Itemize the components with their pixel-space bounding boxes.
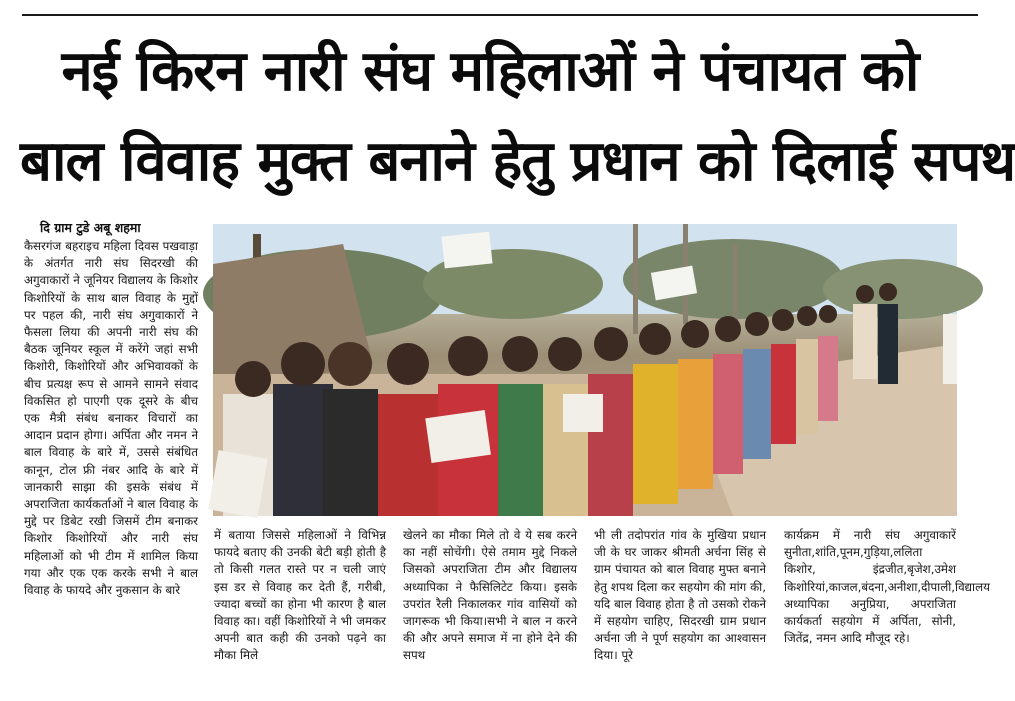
article-text: में बताया जिससे महिलाओं ने विभिन्न फायदे बताए की उनकी बेटी बड़ी होती है तो किसी गलत रास्ते पर न चली जाएं इस डर से विवाह कर देती हैं, गरीबी, ज्यादा बच्चों का होना भी कारण है बाल विवाह का। वहीं किशोरियों ने भी जमकर अपनी बात कही की उनको पढ़ने का मौका मिले <box>214 528 386 663</box>
top-rule <box>22 14 978 16</box>
headline-line-1: नई किरन नारी संघ महिलाओं ने पंचायत को <box>61 39 919 104</box>
article-text: कार्यक्रम में नारी संघ अगुवाकारें सुनीता,शांति,पूनम,गुड़िया,ललिता किशोर, इंद्रजीत,बृजेश,उमेश किशोरियां,काजल,बंदना,अनीशा,दीपाली,विद्यालय अध्यापिका अनुप्रिया, अपराजिता कार्यकर्ता सहयोग में अर्पिता, सोनी, जितेंद्र, नमन आदि मौजूद रहे। <box>784 528 990 646</box>
article-column-1 <box>24 238 198 690</box>
article-column-3 <box>403 527 577 692</box>
article-text: कैसरगंज बहराइच महिला दिवस पखवाड़ा के अंतर्गत नारी संघ सिदरखी की अगुवाकारों ने जूनियर विद्यालय के किशोर किशोरियों के साथ बाल विवाह के मुद्दों पर पहल की, नारी संघ अगुवाकारों ने फैसला लिया की अपनी नारी संघ की बैठक जूनियर स्कूल में करेंगे जहां सभी किशोरी, किशोरियों और अभिवावकों के बीच प्रत्यक्ष रूप से आमने सामने संवाद विकसित हो पाएगी एक दूसरे के बीच एक मैत्री संबंध बनाकर विचारों का आदान प्रदान होगा। अर्पिता और नमन ने बाल विवाह के बारे में, उससे संबंधित कानून, टोल फ्री नंबर आदि के बारे में जानकारी साझा की इसके संबंध में अपराजिता कार्यकर्ताओं ने बाल विवाह के मुद्दे पर डिबेट रखी जिसमें टीम बनाकर किशोर किशोरियों और नारी संघ महिलाओं को भी टीम में शामिल किया गया और एक एक करके सभी ने बाल विवाह के फायदे और नुकसान के बारे <box>24 239 198 598</box>
article-text: भी ली तदोपरांत गांव के मुखिया प्रधान जी के घर जाकर श्रीमती अर्चना सिंह से ग्राम पंचायत को बाल विवाह मुफ्त बनाने हेतु शपथ दिला कर सहयोग की मांग की, यदि बाल विवाह होता है तो उसको रोकने में सहयोग चाहिए, सिदरखी ग्राम प्रधान अर्चना जी ने पूर्ण सहयोग का आश्वासन दिया। पूरे <box>594 528 766 663</box>
rally-photo-illustration <box>213 224 957 516</box>
byline: दि ग्राम टुडे अबू शहमा <box>40 220 141 235</box>
article-column-4 <box>594 527 766 692</box>
rally-photo <box>213 224 957 516</box>
article-text: खेलने का मौका मिले तो वे ये सब करने का नहीं सोचेंगी। ऐसे तमाम मुद्दे निकले जिसको अपराजिता टीम और विद्यालय अध्यापिका ने फैसिलिटेट किया। इसके उपरांत रैली निकालकर गांव वासियों को जागरूक भी किया।सभी ने बाल न करने की और अपने समाज में ना होने देने की सपथ <box>403 528 577 663</box>
headline-line-2: बाल विवाह मुक्त बनाने हेतु प्रधान को दिलाई सपथ <box>20 129 1015 194</box>
article-column-5 <box>784 527 990 692</box>
article-column-2 <box>214 527 386 692</box>
